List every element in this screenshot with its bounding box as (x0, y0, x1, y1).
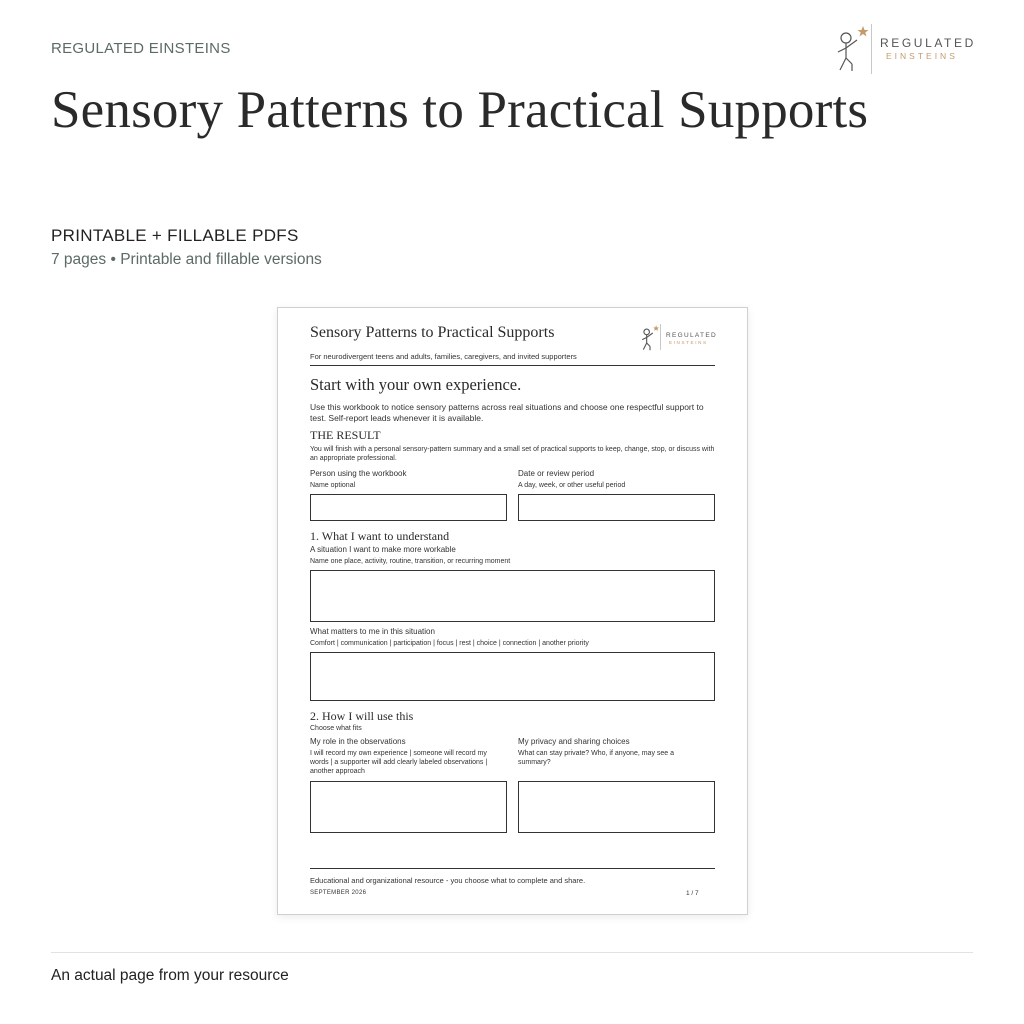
matters-hint: Comfort | communication | participation | focus | rest | choice | connection | another priority (310, 640, 589, 647)
logo-line-1: REGULATED (880, 36, 976, 50)
date-field[interactable] (518, 494, 715, 521)
person-hint: Name optional (310, 482, 356, 489)
role-field[interactable] (310, 781, 507, 833)
matters-field[interactable] (310, 652, 715, 701)
product-details: 7 pages • Printable and fillable versions (51, 251, 322, 268)
section-2-subtitle: Choose what fits (310, 725, 362, 732)
stick-figure-star-icon (640, 324, 660, 352)
logo-line-2: EINSTEINS (886, 51, 958, 61)
situation-label: A situation I want to make more workable (310, 545, 456, 554)
footer-date: SEPTEMBER 2026 (310, 890, 367, 896)
situation-field[interactable] (310, 570, 715, 622)
sheet-logo (640, 322, 720, 354)
result-text: You will finish with a personal sensory-pattern summary and a small set of practical supports to keep, change, stop, or discuss with an appropriate professional. (310, 446, 715, 462)
role-hint: I will record my own experience | someone will record my words | a supporter will add clearly labeled observations | another approach (310, 750, 488, 775)
date-hint: A day, week, or other useful period (518, 482, 626, 489)
worksheet-preview (277, 307, 748, 915)
stick-figure-star-icon (834, 24, 870, 74)
caption: An actual page from your resource (51, 967, 289, 984)
sheet-title: Sensory Patterns to Practical Supports (310, 324, 555, 341)
sheet-intro: Use this workbook to notice sensory patterns across real situations and choose one respectful support to test. Self-report leads whenever it is available. (310, 402, 704, 423)
logo-line-2: EINSTEINS (669, 340, 708, 345)
footer-note: Educational and organizational resource - you choose what to complete and share. (310, 876, 586, 885)
privacy-hint: What can stay private? Who, if anyone, may see a summary? (518, 750, 675, 766)
date-label: Date or review period (518, 469, 595, 478)
page-title: Sensory Patterns to Practical Supports (51, 81, 869, 139)
result-heading: THE RESULT (310, 428, 381, 442)
bottom-divider (51, 952, 973, 953)
matters-label: What matters to me in this situation (310, 627, 435, 636)
role-label: My role in the observations (310, 737, 406, 746)
person-label: Person using the workbook (310, 469, 407, 478)
brand-name: REGULATED EINSTEINS (51, 40, 231, 57)
brand-logo (834, 24, 974, 76)
logo-line-1: REGULATED (666, 332, 717, 339)
page-number: 1 / 7 (686, 890, 699, 897)
logo-divider (660, 324, 661, 350)
sheet-tagline: For neurodivergent teens and adults, families, caregivers, and invited supporters (310, 352, 577, 361)
section-2-title: 2. How I will use this (310, 709, 414, 723)
logo-divider (871, 24, 872, 74)
header-rule (310, 365, 715, 366)
section-1-title: 1. What I want to understand (310, 529, 450, 543)
sheet-heading: Start with your own experience. (310, 375, 522, 394)
person-field[interactable] (310, 494, 507, 521)
footer-rule (310, 868, 715, 869)
situation-hint: Name one place, activity, routine, transition, or recurring moment (310, 558, 511, 565)
product-kicker: PRINTABLE + FILLABLE PDFS (51, 226, 299, 245)
privacy-label: My privacy and sharing choices (518, 737, 630, 746)
privacy-field[interactable] (518, 781, 715, 833)
